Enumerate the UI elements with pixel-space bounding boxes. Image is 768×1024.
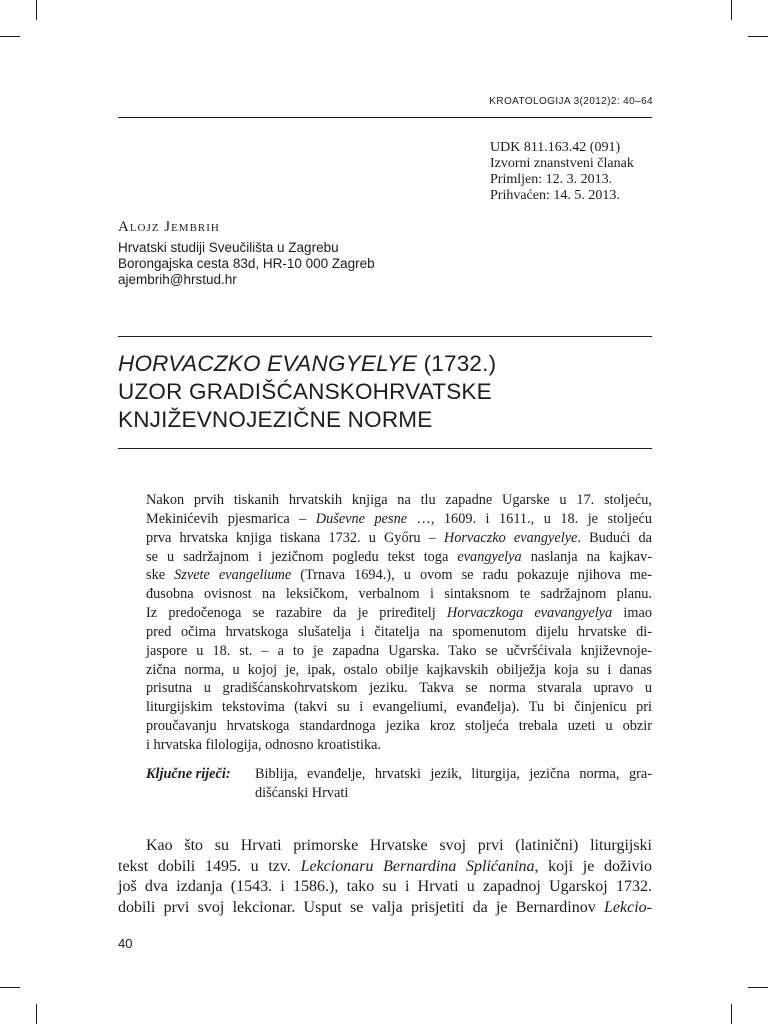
abstract-line: se u sadržajnom i jezičnom pogledu tekst toga evangyelya naslanja na kajkav-	[146, 548, 652, 565]
abstract-line: jaspore u 18. st. – a to je zapadna Ugarska. Tako se učvršćivala književnoje-	[146, 642, 652, 659]
crop-mark-top-left-v	[36, 0, 37, 20]
page-number: 40	[118, 936, 133, 951]
abstract-line: zična norma, u kojoj je, ipak, ostalo obilje kajkavskih obilježja koja su i danas	[146, 661, 652, 678]
article-type: Izvorni znanstveni članak	[490, 156, 634, 171]
keywords-line: Biblija, evanđelje, hrvatski jezik, liturgija, jezična norma, gra-	[255, 766, 652, 782]
running-head: KROATOLOGIJA 3(2012)2: 40–64	[489, 96, 653, 107]
title-line-3: KNJIŽEVNOJEZIČNE NORME	[118, 407, 433, 432]
body-text	[118, 836, 652, 919]
received-date: Primljen: 12. 3. 2013.	[490, 172, 613, 187]
article-title	[118, 350, 658, 434]
udk-code: UDK 811.163.42 (091)	[490, 140, 621, 155]
affiliation-email: ajembrih@hrstud.hr	[118, 272, 237, 287]
crop-mark-bottom-left-h	[0, 987, 20, 988]
abstract-line: liturgijskim tekstovima (takvi su i evangeliumi, evanđelja). Tu bi činjenicu pri	[146, 699, 652, 716]
crop-mark-top-right-v	[731, 0, 732, 20]
abstract-line: prisutna u gradišćanskohrvatskom jeziku. Takva se norma stvarala upravo u	[146, 680, 652, 697]
crop-mark-top-left-h	[0, 36, 20, 37]
crop-mark-top-right-h	[748, 36, 768, 37]
crop-mark-bottom-right-h	[748, 987, 768, 988]
keywords-text	[255, 765, 652, 803]
abstract	[146, 491, 652, 755]
title-line-1	[118, 350, 658, 378]
author-name: Alojz Jembrih	[118, 219, 220, 235]
abstract-line: ske Szvete evangeliume (Trnava 1694.), u ovom se radu pokazuje njihova me-	[146, 567, 652, 584]
author-affiliation	[118, 240, 375, 288]
abstract-line: Iz predočenoga se razabire da je priređitelj Horvaczkoga evavangyelya imao	[146, 605, 652, 622]
abstract-line: prva hrvatska knjiga tiskana 1732. u Győru – Horvaczko evangyelye. Budući da	[146, 529, 652, 546]
title-top-rule	[118, 336, 652, 337]
crop-mark-bottom-left-v	[36, 1004, 37, 1024]
crop-mark-bottom-right-v	[731, 1004, 732, 1024]
title-italic-part: HORVACZKO EVANGYELYE	[118, 351, 418, 376]
affiliation-address: Borongajska cesta 83d, HR-10 000 Zagreb	[118, 256, 375, 271]
title-line-2: UZOR GRADIŠĆANSKOHRVATSKE	[118, 379, 492, 404]
title-bottom-rule	[118, 448, 652, 449]
body-line: još dva izdanja (1543. i 1586.), tako su i Hrvati u zapadnoj Ugarskoj 1732.	[118, 878, 652, 896]
abstract-line: đusobna ovisnost na leksičkom, verbalnom i sintaksnom te sadržajnom planu.	[146, 586, 652, 603]
abstract-line: Mekinićevih pjesmarica – Duševne pesne …, 1609. i 1611., u 18. je stoljeću	[146, 510, 652, 527]
header-rule	[118, 117, 652, 118]
keywords-label: Ključne riječi:	[146, 766, 231, 782]
abstract-line: pred očima hrvatskoga slušatelja i čitatelja na spomenutom dijelu hrvatske di-	[146, 623, 652, 640]
body-line: Kao što su Hrvati primorske Hrvatske svoj prvi (latinični) liturgijski	[146, 837, 652, 854]
accepted-date: Prihvaćen: 14. 5. 2013.	[490, 188, 620, 203]
abstract-line: proučavanju hrvatskoga standardnoga jezika kroz stoljeća trebala uzeti u obzir	[146, 718, 652, 735]
body-line: dobili prvi svoj lekcionar. Usput se valja prisjetiti da je Bernardinov Lekcio-	[118, 899, 652, 917]
affiliation-institution: Hrvatski studiji Sveučilišta u Zagrebu	[118, 240, 339, 255]
udk-block	[490, 140, 634, 204]
keywords-line: dišćanski Hrvati	[255, 784, 349, 801]
body-line: tekst dobili 1495. u tzv. Lekcionaru Bernardina Splićanina, koji je doživio	[118, 857, 652, 875]
abstract-line: i hrvatska filologija, odnosno kroatistika.	[146, 736, 382, 753]
title-year: (1732.)	[417, 351, 497, 376]
abstract-line: Nakon prvih tiskanih hrvatskih knjiga na tlu zapadne Ugarske u 17. stoljeću,	[146, 492, 652, 508]
